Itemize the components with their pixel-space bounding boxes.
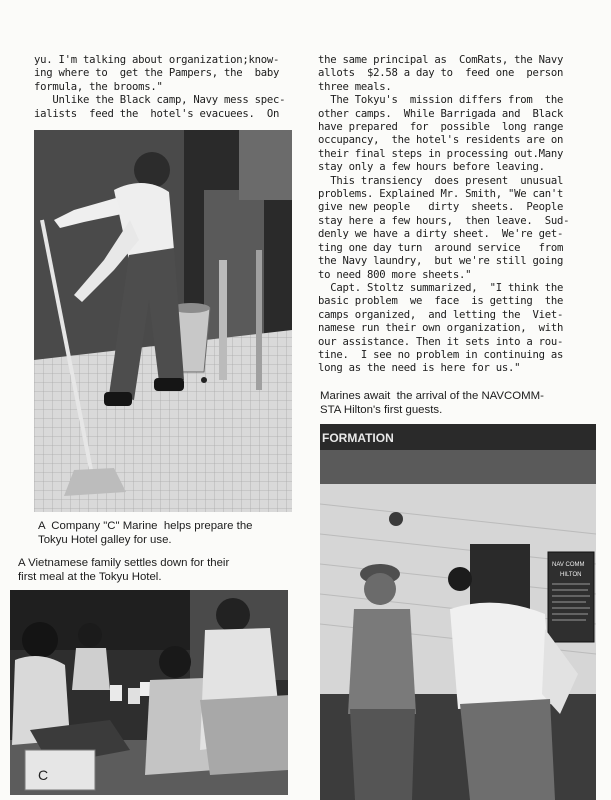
notice-board-title: NAV COMM	[552, 562, 585, 568]
caption-vietnamese-family: A Vietnamese family settles down for their first meal at the Tokyu Hotel.	[18, 557, 230, 583]
right-paragraph-4: Capt. Stoltz summarized, "I think the basic problem we face is getting the camps organized, and letting the Viet- namese run their own organization, with our assistance. Then it sets into a rou- tine. I see no problem in continuing as long as the need is here for us."	[318, 281, 564, 375]
left-paragraph-2: Unlike the Black camp, Navy mess spec- ialists feed the hotel's evacuees. On	[34, 94, 286, 120]
vietnamese-family-photo	[10, 590, 288, 795]
right-paragraph-2: The Tokyu's mission differs from the other camps. While Barrigada and Black have prepared for possible long range occupancy, the hotel's residents are on their final steps in processing out.Many stay only a few hours before leaving.	[318, 94, 564, 174]
marine-galley-photo	[34, 130, 292, 512]
caption-marines-await: Marines await the arrival of the NAVCOMM- STA Hilton's first guests.	[320, 390, 544, 416]
marines-await-photo	[320, 424, 596, 800]
svg-text:C: C	[38, 767, 49, 783]
right-paragraph-1: the same principal as ComRats, the Navy allots $2.58 a day to feed one person three meals.	[318, 54, 564, 93]
formation-sign-text: FORMATION	[322, 431, 394, 445]
left-column-text	[34, 54, 296, 121]
svg-text:HILTON: HILTON	[560, 572, 582, 578]
right-column-text	[318, 54, 593, 376]
right-paragraph-3: This transiency does present unusual problems. Explained Mr. Smith, "We can't give new people dirty sheets. People stay here a few hours, then leave. Sud- denly we have a dirty sheet. We're get- ting one day turn around service from the Navy laundry, but we're still going to need 800 more sheets."	[318, 174, 570, 281]
caption-marine-galley: A Company "C" Marine helps prepare the Tokyu Hotel galley for use.	[38, 520, 253, 546]
left-paragraph-1: yu. I'm talking about organization;know- ing where to get the Pampers, the baby formula, the brooms."	[34, 54, 280, 93]
